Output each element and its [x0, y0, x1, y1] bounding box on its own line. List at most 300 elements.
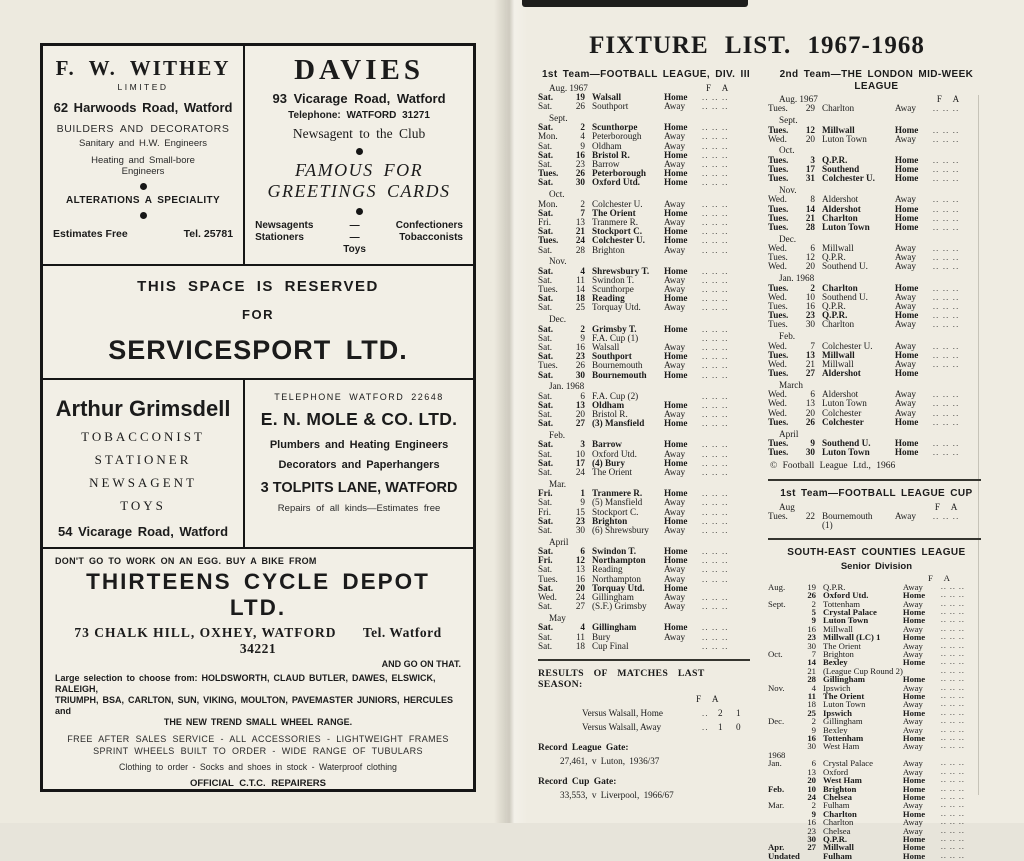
davies-trades	[255, 220, 463, 256]
fixture-venue: Away	[894, 319, 916, 330]
fixture-venue: Away	[894, 243, 916, 254]
score-dots: .. .. ..	[940, 581, 965, 591]
fixture-date: 30	[575, 177, 585, 188]
fixture-opponent: Shrewsbury T.	[592, 265, 650, 276]
fixture-row	[768, 320, 985, 329]
score-dots: .. .. ..	[702, 302, 729, 313]
fixture-opponent: Bexley	[823, 724, 848, 735]
score-dots: .. .. ..	[702, 390, 729, 401]
fixtures-column-1	[520, 69, 758, 860]
fixture-venue: Away	[664, 342, 686, 352]
score-dots: .. .. ..	[702, 506, 729, 517]
score-dots: .. .. ..	[940, 665, 965, 675]
month-label: Dec.	[549, 314, 567, 325]
score-dots: .. .. ..	[940, 716, 965, 726]
fixture-day: Tues.	[768, 103, 788, 114]
fixture-date: 22	[805, 510, 815, 521]
secl-fa-header: F A	[928, 572, 950, 583]
results-header: RESULTS OF MATCHES LAST SEASON:	[538, 668, 705, 691]
grimsdell-newsagent: NEWSAGENT	[89, 475, 197, 490]
score-dots: .. .. ..	[940, 707, 965, 717]
fixture-row	[538, 526, 754, 535]
fixture-venue: Home	[894, 349, 919, 360]
fixture-month	[768, 625, 802, 633]
fixture-row	[768, 512, 985, 521]
fixture-venue: Away	[894, 407, 916, 418]
fixture-date: 11	[576, 274, 585, 285]
fixture-date: 6	[580, 546, 585, 557]
score-dots: .. .. ..	[932, 447, 960, 458]
fixture-opponent: Charlton	[823, 817, 854, 828]
score-dots: .. .. ..	[932, 164, 960, 175]
fixture-opponent: Brighton	[823, 649, 854, 659]
fixture-venue: Home	[894, 164, 919, 175]
fixture-opponent: Brighton	[823, 783, 857, 794]
fixture-day: Tues.	[768, 319, 788, 330]
fixture-date	[798, 521, 815, 530]
score-dots: .. .. ..	[940, 775, 965, 785]
servicesport-line1: THIS SPACE IS RESERVED	[137, 278, 379, 295]
league-cup-fa-header: F A	[934, 501, 958, 512]
record-league-value: 27,461, v Luton, 1936/37	[560, 756, 660, 767]
fixture-day: Tues.	[768, 510, 788, 521]
fixture-date: 30	[807, 741, 816, 752]
fixture-month	[768, 835, 802, 843]
fixture-day: Wed.	[768, 291, 787, 302]
fixture-venue: Away	[894, 291, 916, 302]
fixture-day: Tues.	[768, 300, 788, 311]
fixture-day: Sat.	[538, 399, 554, 410]
fixture-day: Sat.	[538, 342, 553, 352]
fixture-venue: Away	[902, 716, 923, 727]
fixture-day: Sat.	[538, 582, 554, 593]
fixture-opponent: Walsall	[592, 91, 622, 102]
score-dots: .. .. ..	[932, 261, 960, 272]
fixture-venue: Away	[664, 524, 686, 535]
scan-edge-artifact	[522, 0, 748, 7]
davies-name: DAVIES	[294, 54, 424, 86]
thirteens-services-line2: SPRINT WHEELS BUILT TO ORDER - WIDE RANGE OF TUBULARS	[93, 745, 423, 756]
withey-heating-line1: Heating and Small-bore	[91, 155, 195, 166]
fixture-opponent: Tranmere R.	[592, 216, 639, 227]
fixture-date: 24	[807, 791, 816, 802]
fixture-opponent: Southend U.	[822, 291, 868, 302]
fixture-day: Sat.	[538, 323, 554, 334]
fixture-month: 1968	[768, 749, 786, 760]
fixture-venue: Away	[902, 817, 923, 828]
fixture-venue: Home	[664, 555, 688, 566]
score-dots: .. .. ..	[932, 407, 960, 418]
score-dots: .. .. ..	[702, 177, 729, 188]
fixture-opponent: Grimsby T.	[592, 323, 637, 334]
withey-name: F. W. WITHEY	[55, 56, 231, 80]
fixture-venue: Home	[894, 124, 919, 135]
fixture-opponent: The Orient	[823, 691, 865, 702]
fixture-venue: Away	[902, 640, 923, 651]
advert-row-mid	[43, 380, 473, 549]
fixture-opponent: Chelsea	[823, 791, 852, 802]
fixture-row	[768, 135, 985, 144]
fixture-month: Feb.	[768, 783, 785, 794]
fixture-date: 4	[811, 682, 816, 693]
score-dots: .. .. ..	[702, 488, 729, 499]
fixture-day: Tues.	[768, 416, 789, 427]
result-label: Versus Walsall, Away	[582, 722, 662, 733]
fixture-row	[768, 223, 985, 232]
score-dots: .. .. ..	[702, 91, 729, 102]
fixture-month	[768, 818, 802, 826]
fixture-day: Sat.	[538, 546, 554, 557]
fixture-day: Sat.	[538, 293, 554, 304]
fixture-venue: Away	[894, 340, 916, 351]
fixture-row	[538, 246, 754, 255]
fixture-opponent: Southend U.	[822, 437, 871, 448]
midweek-header	[768, 69, 985, 92]
fixture-opponent: Luton Town	[822, 133, 867, 144]
fixture-day: Tues.	[768, 282, 789, 293]
fixture-date: 9	[580, 140, 585, 151]
score-dots: .. .. ..	[702, 140, 729, 151]
fixture-row	[768, 369, 985, 378]
month-label: Jan. 1968	[549, 381, 585, 392]
fixture-day: Sat.	[538, 369, 554, 380]
fixture-date: 16	[805, 300, 815, 311]
div3-fixture-list	[538, 84, 754, 652]
fixture-venue: Away	[894, 252, 916, 263]
fixture-opponent: Southend U.	[822, 261, 868, 272]
advert-mole	[245, 380, 473, 547]
fixture-opponent: Colchester U.	[592, 198, 643, 209]
fixture-day: Tues.	[768, 221, 789, 232]
fixture-date: 19	[575, 91, 585, 102]
fixture-date: 21	[805, 212, 815, 223]
fixture-day: Sat.	[538, 497, 553, 508]
advert-panel	[40, 43, 476, 792]
fixture-opponent: Torquay Utd.	[592, 582, 645, 593]
score-dots: .. .. ..	[940, 615, 965, 625]
fixture-date: 2	[580, 198, 585, 209]
fixture-day: Sat.	[538, 244, 553, 255]
month-label: Nov.	[779, 184, 797, 195]
fixture-day: Sat.	[538, 448, 553, 459]
fixture-row	[768, 104, 985, 113]
fixture-day: Wed.	[768, 389, 787, 400]
davies-trades-left	[255, 220, 313, 244]
fixture-month	[768, 827, 802, 835]
score-dots: .. .. ..	[940, 817, 965, 827]
section-rule	[768, 538, 981, 540]
fixture-venue: Home	[894, 447, 919, 458]
fixture-venue: Away	[664, 140, 686, 151]
fixture-venue: Away	[664, 467, 686, 478]
score-dots: .. .. ..	[940, 833, 965, 843]
fixture-venue: Home	[894, 310, 919, 321]
fixture-day: Wed.	[768, 407, 787, 418]
fixture-opponent: Cup Final	[592, 640, 629, 651]
month-label: Mar.	[549, 478, 567, 489]
fixture-venue: Away	[664, 631, 686, 642]
fixture-opponent: Reading	[592, 293, 625, 304]
score-dots: .. .. ..	[702, 592, 729, 603]
fixture-venue: Home	[902, 775, 926, 786]
score-dots: .. .. ..	[940, 766, 965, 776]
score-dots: .. .. ..	[702, 564, 729, 575]
fixture-row	[538, 102, 754, 111]
fixture-day: Tues.	[538, 284, 558, 295]
fixture-date: 27	[575, 601, 585, 612]
month-label: Feb.	[549, 430, 566, 441]
fixture-date: 27	[575, 418, 585, 429]
score-dots: .. .. ..	[932, 221, 960, 232]
fixture-opponent: Luton Town	[823, 615, 869, 626]
fixture-venue: Home	[664, 622, 688, 633]
score-dots: .. .. ..	[702, 497, 729, 508]
fixture-day: Mon.	[538, 131, 558, 142]
score-dots: .. .. ..	[702, 457, 729, 468]
fixture-opponent: Gillingham	[823, 674, 865, 685]
fa-header: F A	[706, 82, 729, 93]
fixture-day: Tues.	[768, 164, 789, 175]
fixture-opponent: Scunthorpe	[592, 284, 634, 295]
fixture-month: Apr.	[768, 842, 785, 853]
fixture-opponent: Q.P.R.	[822, 300, 846, 311]
fixture-date: 13	[575, 399, 585, 410]
fixture-date: 7	[810, 340, 815, 351]
fixture-date: 23	[805, 310, 815, 321]
thirteens-address	[55, 625, 461, 657]
month-label: Sept.	[779, 115, 798, 126]
fixture-opponent: Oldham	[592, 140, 622, 151]
fixture-opponent: Bexley	[823, 657, 848, 668]
fixture-opponent: Northampton	[592, 555, 646, 566]
score-dots: .. .. ..	[940, 733, 965, 743]
thirteens-slogan: DON'T GO TO WORK ON AN EGG. BUY A BIKE FROM	[55, 556, 317, 566]
fixture-venue: Away	[664, 198, 686, 209]
fixture-date: 16	[575, 573, 585, 584]
fixture-venue: Home	[894, 173, 919, 184]
fixture-day: Sat.	[538, 207, 554, 218]
fixture-date: 18	[807, 699, 816, 710]
score-dots: .. .. ..	[932, 173, 960, 184]
fixture-date: 9	[811, 724, 816, 735]
fixture-venue: Away	[902, 724, 923, 735]
result-for: 2	[718, 708, 723, 719]
secl-subheader: Senior Division	[840, 560, 912, 572]
secl-fixture-row	[768, 742, 985, 750]
fixture-opponent: Millwall	[822, 358, 854, 369]
fixture-opponent: Gillingham	[592, 592, 634, 603]
score-dots: .. .. ..	[702, 631, 729, 642]
fixture-day: Sat.	[538, 351, 554, 362]
fixture-date: 24	[575, 592, 585, 603]
section-rule	[768, 479, 981, 481]
fixture-venue: Home	[902, 733, 926, 744]
fixture-opponent: Bournemouth	[822, 510, 873, 521]
month-label: Sept.	[549, 112, 568, 123]
score-dots: .. .. ..	[932, 300, 960, 311]
fixture-row	[538, 303, 754, 312]
fixture-month	[768, 633, 802, 641]
score-dots: .. .. ..	[702, 524, 729, 535]
fixture-day: Tues.	[768, 310, 789, 321]
score-dots: .. .. ..	[702, 168, 729, 179]
fixture-opponent: Q.P.R.	[822, 252, 846, 263]
fixture-opponent: Tottenham	[823, 598, 861, 609]
fixture-venue: Home	[664, 265, 688, 276]
score-dots: .. .. ..	[940, 850, 965, 860]
fixture-date: 24	[575, 467, 585, 478]
advert-grimsdell	[43, 380, 245, 547]
month-label: March	[779, 379, 803, 390]
month-label: Aug. 1967	[549, 82, 588, 93]
fixture-venue: Away	[664, 101, 686, 112]
fixture-venue: Home	[664, 226, 688, 237]
mole-address: 3 TOLPITS LANE, WATFORD	[260, 480, 458, 496]
score-dots: .. .. ..	[702, 131, 729, 142]
fixture-day: Mon.	[538, 198, 558, 209]
fixture-opponent: Aldershot	[822, 389, 859, 400]
fixture-opponent: Swindon T.	[592, 546, 637, 557]
fixture-opponent: The Orient	[592, 207, 636, 218]
fixture-opponent: Gillingham	[592, 622, 637, 633]
mole-telephone: TELEPHONE WATFORD 22648	[274, 392, 444, 402]
score-dots: .. .. ..	[702, 555, 729, 566]
fixture-venue: Away	[902, 598, 923, 609]
fixture-month: Oct.	[768, 649, 783, 659]
fixture-opponent: (1)	[822, 520, 833, 531]
fixture-opponent: West Ham	[823, 775, 862, 786]
withey-alterations: ALTERATIONS A SPECIALITY	[65, 195, 221, 206]
fixture-row	[768, 174, 985, 183]
fixture-opponent: Crystal Palace	[823, 606, 877, 617]
fixture-date: 23	[807, 825, 816, 836]
fixture-day: Sat.	[538, 226, 554, 237]
fixture-date: 27	[807, 842, 816, 853]
fixture-date: 16	[575, 342, 585, 352]
fixture-list-page	[520, 32, 994, 860]
fixture-venue: Home	[664, 488, 688, 499]
fixture-opponent: Colchester	[822, 407, 862, 418]
result-dots: ..	[702, 708, 709, 719]
fixture-date: 13	[805, 398, 815, 409]
fixture-date: 9	[811, 808, 816, 819]
fixture-date: 23	[807, 632, 816, 643]
score-dots: .. .. ..	[932, 203, 960, 214]
withey-address: 62 Harwoods Road, Watford	[53, 100, 233, 115]
secl-fixture-row	[768, 818, 985, 826]
fixture-date: 26	[805, 416, 815, 427]
fixture-date: 17	[575, 457, 585, 468]
davies-telephone: Telephone: WATFORD 31271	[288, 110, 430, 121]
score-dots: .. .. ..	[940, 825, 965, 835]
fixture-venue: Away	[894, 358, 916, 369]
thirteens-ctc: OFFICIAL C.T.C. REPAIRERS	[189, 778, 327, 789]
fixture-opponent: Scunthorpe	[592, 122, 638, 133]
fixture-day: Sat.	[538, 622, 554, 633]
fixture-day: Sat.	[538, 274, 553, 285]
withey-heating-line2: Engineers	[121, 166, 165, 177]
result-against: 1	[736, 708, 741, 719]
fixture-day: Sat.	[538, 418, 554, 429]
fixture-day: Wed.	[768, 133, 787, 144]
fixture-date: 28	[575, 244, 585, 255]
fixture-opponent: Bournemouth	[592, 360, 643, 371]
month-label: April	[779, 428, 799, 439]
fixture-row	[768, 418, 985, 427]
davies-famous	[255, 160, 463, 202]
fixture-venue: Home	[664, 149, 688, 160]
fixture-row	[538, 575, 754, 584]
fixture-date: 9	[580, 332, 585, 343]
fixture-venue: Away	[902, 623, 923, 634]
fixture-date: 31	[805, 173, 815, 184]
score-dots: .. .. ..	[702, 293, 729, 304]
fixture-date: 20	[805, 133, 815, 144]
fixture-opponent: Q.P.R.	[822, 154, 848, 165]
fixture-opponent: Luton Town	[822, 398, 867, 409]
fixture-venue: Home	[902, 850, 926, 861]
thirteens-services-line1: FREE AFTER SALES SERVICE - ALL ACCESSORIES - LIGHTWEIGHT FRAMES	[67, 734, 449, 744]
fixture-opponent: Millwall	[822, 243, 854, 254]
fixture-date: 5	[811, 606, 816, 617]
fixture-date	[802, 852, 816, 860]
mole-trade1: Plumbers and Heating Engineers	[269, 439, 449, 451]
score-dots: .. .. ..	[932, 398, 960, 409]
score-dots: .. .. ..	[702, 448, 729, 459]
fixture-venue: Away	[664, 131, 686, 142]
score-dots: .. .. ..	[932, 319, 960, 330]
score-dots: .. .. ..	[940, 606, 965, 616]
davies-trades-mid	[343, 220, 366, 256]
record-cup-value: 33,553, v Liverpool, 1966/67	[560, 790, 674, 801]
fixture-venue: Away	[664, 409, 686, 420]
fixture-day: Tues.	[768, 368, 789, 379]
results-rows	[538, 708, 754, 732]
fixture-date: 23	[575, 351, 585, 362]
fixture-date: 29	[805, 103, 815, 114]
fixture-venue: Home	[902, 674, 926, 685]
fixture-opponent: Charlton	[822, 212, 858, 223]
fixture-date: 9	[810, 437, 815, 448]
fixture-month: Sept.	[768, 598, 786, 609]
fixture-opponent: West Ham	[823, 741, 860, 752]
fixture-venue: Home	[894, 416, 919, 427]
bullet-divider	[356, 208, 363, 215]
fixture-date: 6	[811, 758, 816, 769]
fixture-date: 1	[580, 488, 585, 499]
fixture-opponent: Oxford Utd.	[592, 448, 637, 459]
fixture-opponent: Colchester	[822, 416, 864, 427]
fixture-opponent: Colchester U.	[592, 235, 645, 246]
month-label: Oct.	[779, 145, 795, 156]
fixture-venue: Home	[894, 221, 919, 232]
dash: —	[349, 232, 360, 243]
fixture-opponent: The Orient	[823, 640, 861, 651]
fixture-date: 26	[575, 101, 585, 112]
score-dots: .. .. ..	[932, 340, 960, 351]
score-dots: .. .. ..	[932, 194, 960, 205]
fixture-opponent: Charlton	[823, 808, 857, 819]
score-dots: .. .. ..	[702, 439, 729, 450]
fixture-venue: Home	[902, 783, 926, 794]
fixture-venue: Home	[902, 606, 926, 617]
fixture-day: Sat.	[538, 515, 554, 526]
fixture-opponent: Swindon T.	[592, 274, 635, 285]
fixture-venue: Away	[902, 682, 923, 693]
fixture-date: 26	[807, 590, 816, 601]
fixture-venue: Home	[664, 91, 688, 102]
fixture-venue: Away	[664, 274, 686, 285]
